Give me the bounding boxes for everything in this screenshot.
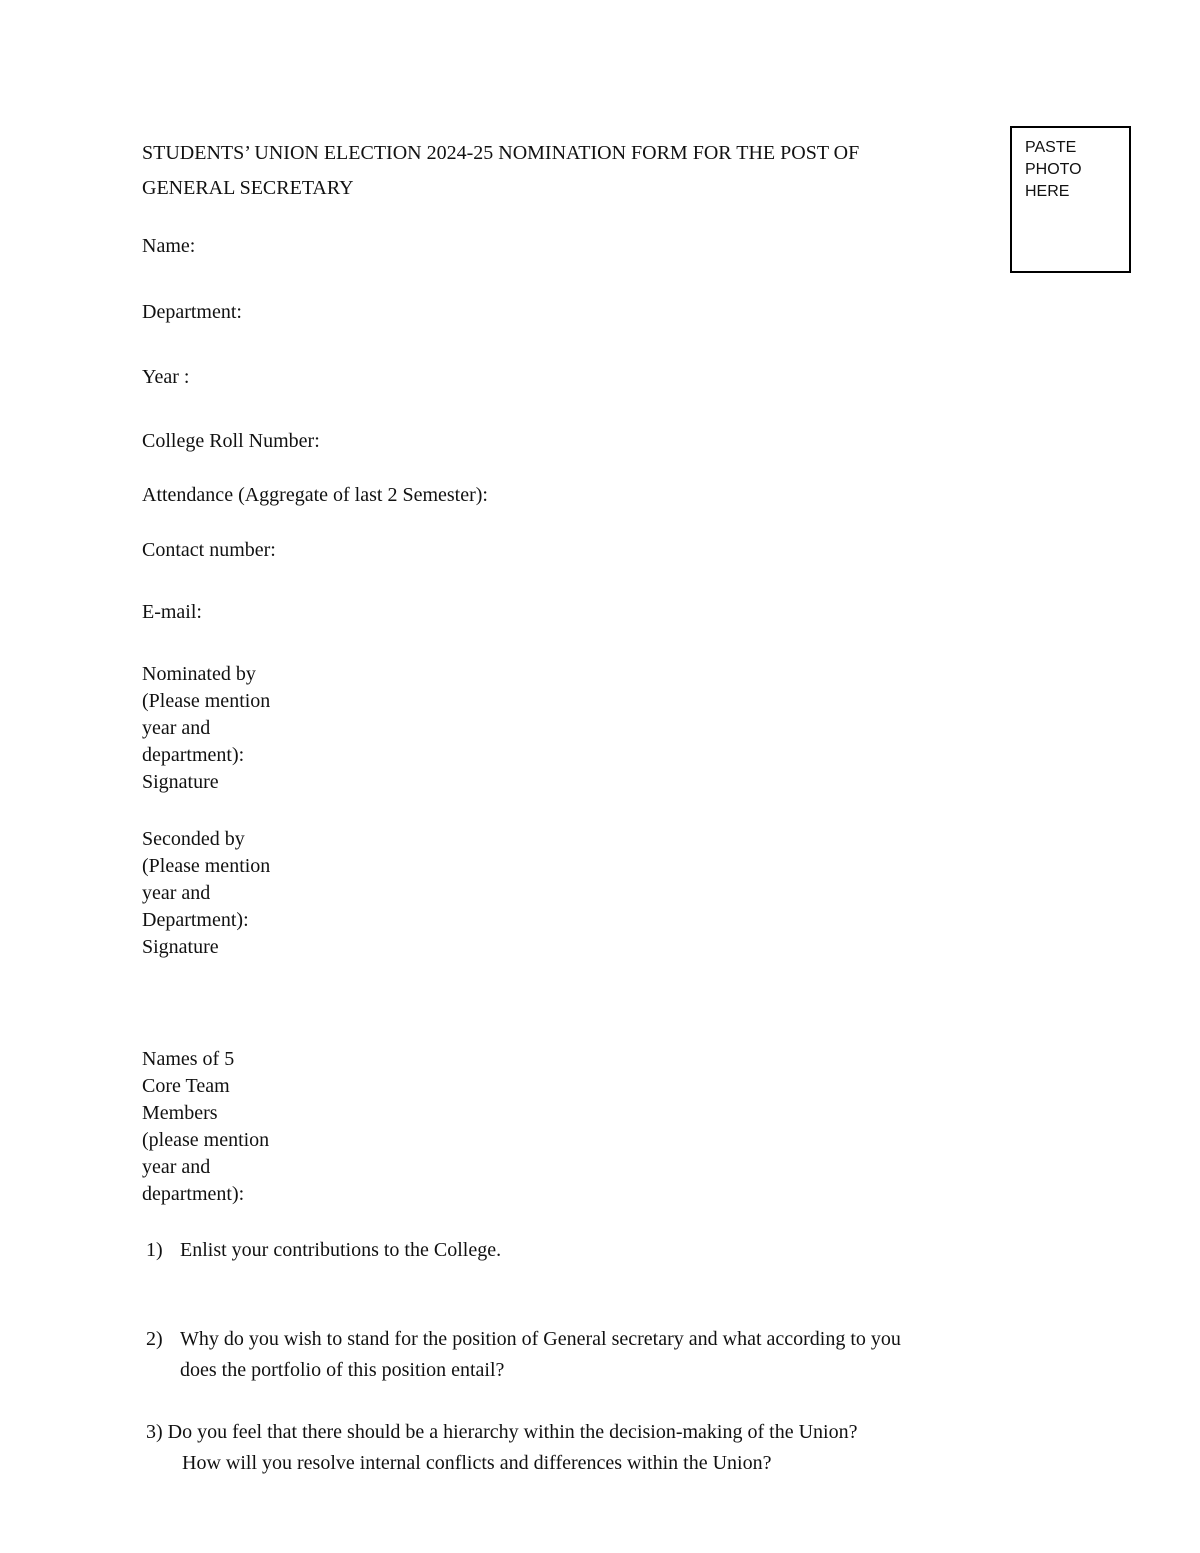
seconded-line: Department):	[142, 909, 249, 931]
photo-placeholder-box	[1010, 126, 1131, 273]
contact-number-label: Contact number:	[142, 539, 276, 561]
question-3-text-line1: 3) Do you feel that there should be a hierarchy within the decision-making of the Union?	[146, 1421, 858, 1443]
core-team-line: year and	[142, 1156, 211, 1178]
year-label: Year :	[142, 366, 190, 388]
seconded-by-block	[142, 826, 270, 961]
form-title	[142, 136, 1002, 206]
form-title-line1: STUDENTS’ UNION ELECTION 2024-25 NOMINATION FORM FOR THE POST OF	[142, 142, 860, 164]
question-2	[146, 1324, 1066, 1386]
question-3-text-line2: How will you resolve internal conflicts and differences within the Union?	[182, 1452, 772, 1474]
nominated-by-block	[142, 661, 270, 796]
attendance-label: Attendance (Aggregate of last 2 Semester):	[142, 484, 488, 506]
nominated-line: (Please mention	[142, 690, 271, 712]
question-2-text-line2: does the portfolio of this position entail?	[180, 1359, 505, 1381]
nominated-line: Nominated by	[142, 663, 256, 685]
core-team-line: Core Team	[142, 1075, 230, 1097]
core-team-block	[142, 1046, 269, 1208]
seconded-line: (Please mention	[142, 855, 271, 877]
seconded-signature-label: Signature	[142, 936, 219, 958]
nominated-line: department):	[142, 744, 245, 766]
seconded-line: year and	[142, 882, 211, 904]
photo-box-line1: PASTE	[1025, 139, 1077, 156]
nominated-signature-label: Signature	[142, 771, 219, 793]
photo-box-line3: HERE	[1025, 183, 1070, 200]
department-label: Department:	[142, 301, 242, 323]
question-2-number: 2)	[146, 1328, 163, 1350]
form-title-line2: GENERAL SECRETARY	[142, 177, 354, 199]
core-team-line: department):	[142, 1183, 245, 1205]
question-3	[146, 1417, 1066, 1479]
question-2-text-line1: Why do you wish to stand for the position of General secretary and what according to you	[180, 1328, 901, 1350]
core-team-line: Names of 5	[142, 1048, 235, 1070]
name-label: Name:	[142, 235, 196, 257]
seconded-line: Seconded by	[142, 828, 245, 850]
question-1-number: 1)	[146, 1239, 163, 1261]
core-team-line: Members	[142, 1102, 218, 1124]
email-label: E-mail:	[142, 601, 202, 623]
photo-box-line2: PHOTO	[1025, 161, 1082, 178]
core-team-line: (please mention	[142, 1129, 270, 1151]
nominated-line: year and	[142, 717, 211, 739]
roll-number-label: College Roll Number:	[142, 430, 320, 452]
question-1-text: Enlist your contributions to the College.	[180, 1239, 502, 1261]
question-1	[146, 1235, 1066, 1266]
